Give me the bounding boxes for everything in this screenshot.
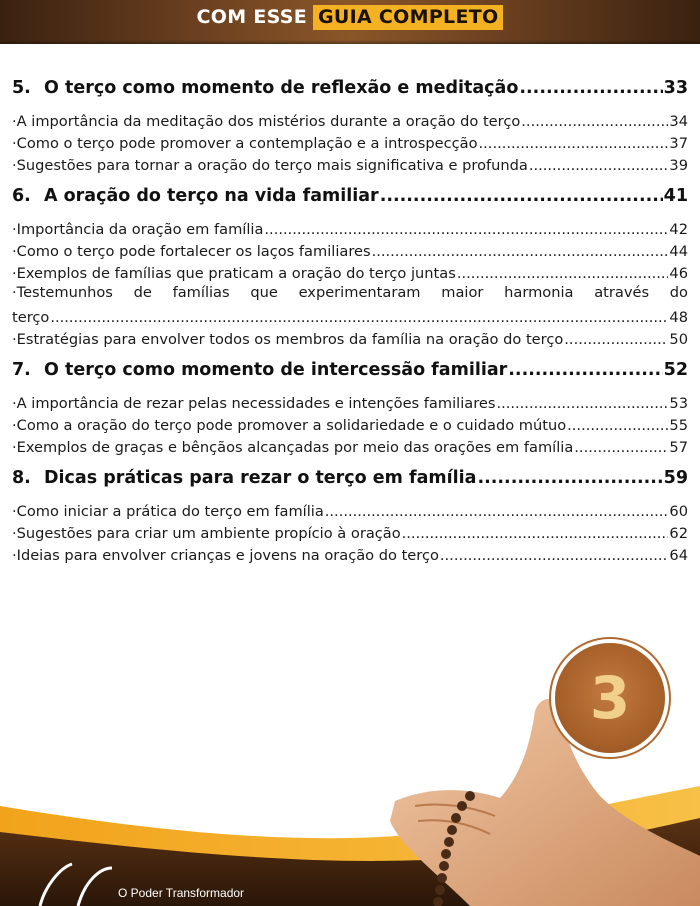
toc-section-7[interactable] [12, 348, 688, 380]
toc-item[interactable] [12, 282, 688, 326]
dot-leader [529, 157, 669, 174]
section-page: 52 [663, 360, 688, 380]
dot-leader [457, 265, 669, 282]
section-title: A oração do terço na vida familiar [44, 186, 379, 206]
section-number: 7. [12, 360, 31, 380]
item-title: ·Exemplos de graças e bênçãos alcançadas por meio das orações em família [12, 439, 574, 456]
toc-item[interactable] [12, 152, 688, 174]
page-number: 3 [589, 664, 631, 732]
brand-tagline: O Poder Transformador [118, 886, 245, 900]
toc-item[interactable] [12, 520, 688, 542]
section-page: 33 [663, 78, 688, 98]
item-title: ·Sugestões para criar um ambiente propício à oração [12, 525, 401, 542]
item-title: ·Estratégias para envolver todos os membros da família na oração do terço [12, 331, 564, 348]
item-page: 34 [669, 113, 688, 130]
item-page: 60 [669, 503, 688, 520]
toc-item[interactable] [12, 238, 688, 260]
dot-leader [521, 113, 668, 130]
toc-section-8[interactable] [12, 456, 688, 488]
section-page: 41 [663, 186, 688, 206]
item-page: 48 [669, 309, 688, 326]
header-title-part1: COM ESSE [196, 6, 308, 28]
section-number: 5. [12, 78, 31, 98]
toc-item[interactable] [12, 542, 688, 564]
toc-item[interactable] [12, 498, 688, 520]
toc-item[interactable] [12, 260, 688, 282]
item-title: ·Como o terço pode promover a contemplação e a introspecção [12, 135, 478, 152]
item-page: 53 [669, 395, 688, 412]
item-title: ·Exemplos de famílias que praticam a oração do terço juntas [12, 265, 456, 282]
dot-leader [264, 221, 668, 238]
item-title: ·Ideias para envolver crianças e jovens na oração do terço [12, 547, 439, 564]
item-title: ·Sugestões para tornar a oração do terço mais significativa e profunda [12, 157, 528, 174]
toc-item[interactable] [12, 390, 688, 412]
dot-leader [479, 135, 669, 152]
header-banner [0, 0, 700, 44]
item-title: ·Como a oração do terço pode promover a solidariedade e o cuidado mútuo [12, 417, 567, 434]
dot-leader [50, 309, 668, 326]
dot-leader [402, 525, 669, 542]
toc-item[interactable] [12, 434, 688, 456]
dot-leader [325, 503, 669, 520]
item-page: 39 [669, 157, 688, 174]
item-title: ·A importância da meditação dos mistérios durante a oração do terço [12, 113, 521, 130]
section-number: 8. [12, 468, 31, 488]
toc-item[interactable] [12, 216, 688, 238]
dot-leader [477, 468, 662, 488]
section-page: 59 [663, 468, 688, 488]
dot-leader [372, 243, 669, 260]
dot-leader [380, 186, 663, 206]
dot-leader [496, 395, 668, 412]
toc-item[interactable] [12, 326, 688, 348]
section-title: O terço como momento de intercessão familiar [44, 360, 508, 380]
toc-section-6[interactable] [12, 174, 688, 206]
dot-leader [519, 78, 662, 98]
section-number: 6. [12, 186, 31, 206]
section-title: O terço como momento de reflexão e meditação [44, 78, 519, 98]
dot-leader [564, 331, 668, 348]
item-title: ·Como iniciar a prática do terço em família [12, 503, 324, 520]
item-title-line2: terço [12, 309, 50, 326]
item-page: 64 [669, 547, 688, 564]
toc-item[interactable] [12, 108, 688, 130]
item-page: 46 [669, 265, 688, 282]
dot-leader [508, 360, 662, 380]
toc-item[interactable] [12, 412, 688, 434]
dot-leader [574, 439, 668, 456]
toc-section-5[interactable] [12, 66, 688, 98]
item-page: 37 [669, 135, 688, 152]
item-page: 55 [669, 417, 688, 434]
item-page: 62 [669, 525, 688, 542]
item-title: ·Como o terço pode fortalecer os laços familiares [12, 243, 371, 260]
item-page: 44 [669, 243, 688, 260]
toc-item[interactable] [12, 130, 688, 152]
item-title: ·Importância da oração em família [12, 221, 264, 238]
item-title-line1: ·Testemunhos de famílias que experimentaram maior harmonia através do [12, 284, 688, 301]
item-page: 50 [669, 331, 688, 348]
header-title [0, 6, 700, 28]
header-title-highlight: GUIA COMPLETO [313, 5, 503, 30]
item-page: 57 [669, 439, 688, 456]
item-page: 42 [669, 221, 688, 238]
item-title: ·A importância de rezar pelas necessidades e intenções familiares [12, 395, 496, 412]
section-title: Dicas práticas para rezar o terço em família [44, 468, 477, 488]
table-of-contents [12, 66, 688, 564]
dot-leader [567, 417, 668, 434]
page-number-badge [555, 643, 665, 753]
dot-leader [440, 547, 669, 564]
